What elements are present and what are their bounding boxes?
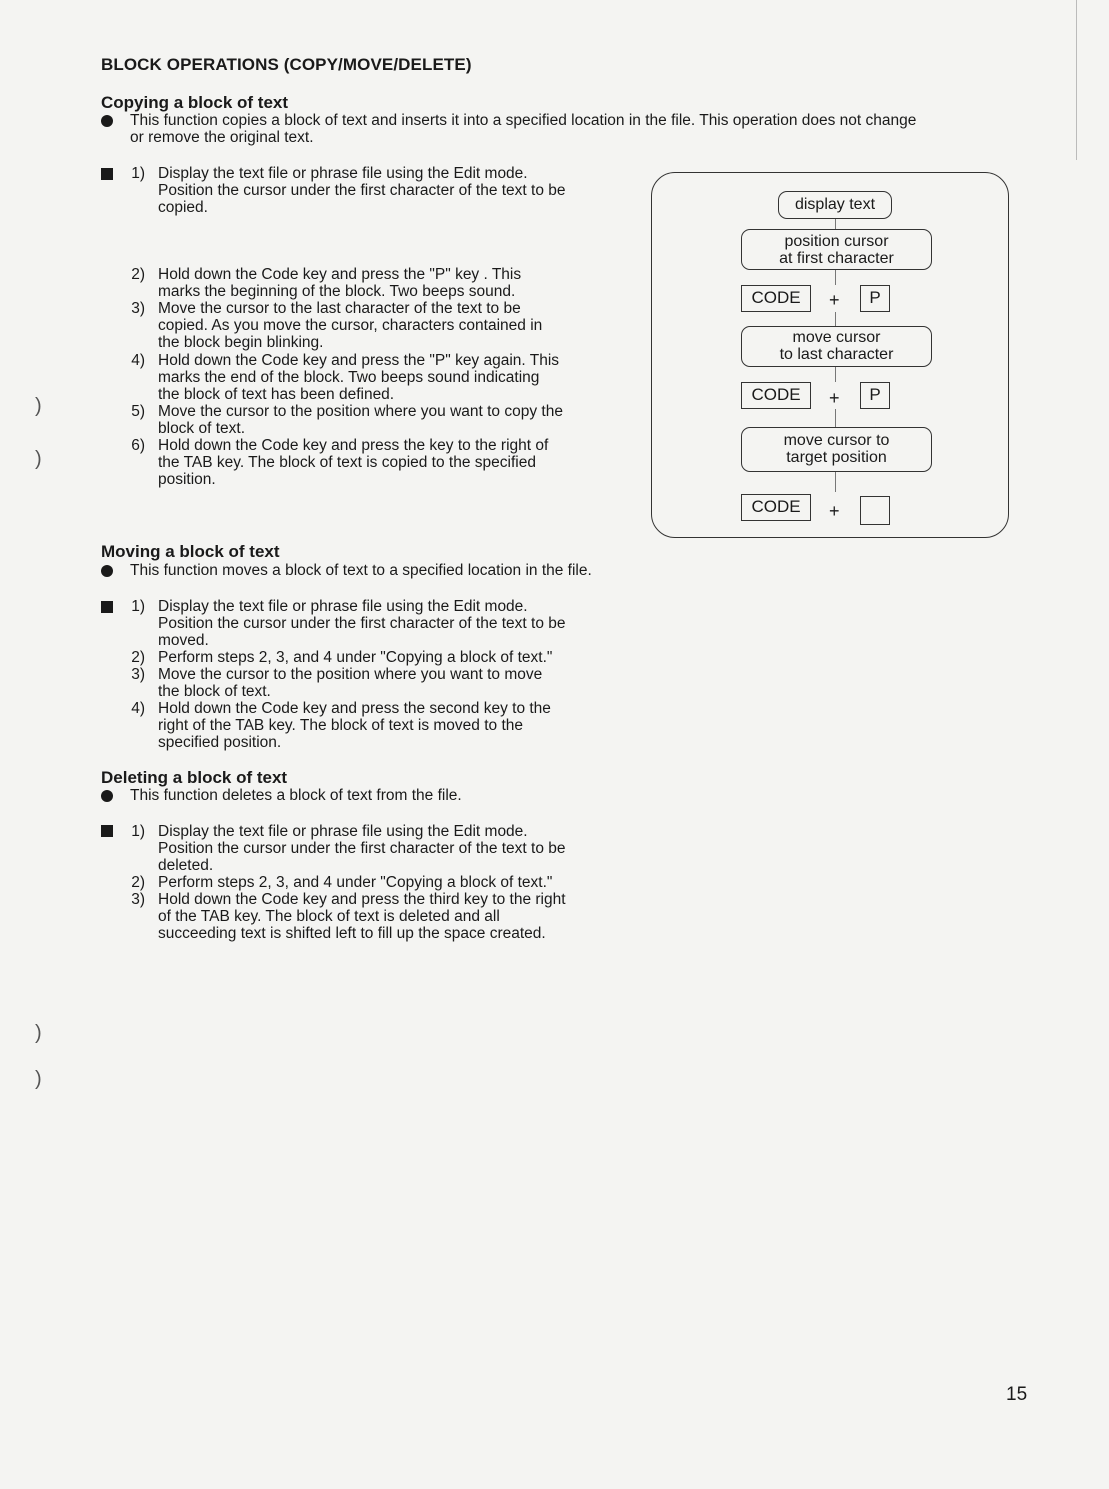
copy-bullet-line: or remove the original text. [130, 129, 314, 146]
page-edge-line [1076, 0, 1077, 160]
move-steps-marker [101, 601, 113, 613]
binding-mark: ) [35, 1068, 42, 1090]
position-cursor-box: position cursor at first character [741, 229, 932, 270]
code-key-3: CODE [741, 494, 811, 521]
move-target-box: move cursor to target position [741, 427, 932, 472]
binding-mark: ) [35, 395, 42, 417]
binding-mark: ) [35, 1022, 42, 1044]
plus-sign-2: + [829, 388, 840, 408]
page-title: BLOCK OPERATIONS (COPY/MOVE/DELETE) [101, 55, 472, 74]
manual-page: ) ) ) ) BLOCK OPERATIONS (COPY/MOVE/DELETE) Copying a block of text This function copies a block of text and inserts it into a specified location in the file. This operation does not change or remove the original text. 1) Display the text file or phrase file using the Edit mode. Position the cursor under the first character of the text to be copied. 2) Hold down the Code key and press the "P" key . This marks the beginning of the block. Two beeps sound. 3) Move the cursor to the last character of the text to be copied. As you move the cursor, characters contained in the block begin blinking. 4) Hold down the Code key and press the "P" key again. This marks the end of the block. Two beeps sound indicating the block of text has been defined. 5) Move the cursor to the position where you want to copy the block of text. 6) Hold down the Code key and press the key to the right of the TAB key. The block of text is copied to the specified position. display text position cursor at first character CODE + P move cursor to last character CODE + P move cursor to target position CODE + Moving a block of text This function moves a block of text to a specified location in the file. 1) Display the text file or phrase file using the Edit mode. Position the cursor under the first character of the text to be moved. 2) Perform steps 2, 3, and 4 under "Copying a block of text." 3) Move the cursor to the position where you want to move the block of text. 4) Hold down the Code key and press the second key to the right of the TAB key. The block of text is moved to the specified position. Deleting a block of text This function deletes a block of text from the file. 1) Display the text file or phrase file using the Edit mode. Position the cursor under the first character of the text to be deleted. 2) Perform steps 2, 3, and 4 under "Copying a block of text." 3) Hold down the Code key and press the third key to the right of the TAB key. The block of text is deleted and all succeeding text is shifted left to fill up the space created. 15 [0, 0, 1109, 1489]
flow-connector [835, 270, 836, 285]
p-key-1: P [860, 285, 890, 312]
delete-bullet-line: This function deletes a block of text from the file. [130, 787, 462, 804]
copy-flow-diagram [651, 172, 1009, 538]
page-number: 15 [1006, 1384, 1028, 1405]
code-key-2: CODE [741, 382, 811, 409]
display-text-box: display text [778, 191, 892, 219]
p-key-2: P [860, 382, 890, 409]
copy-heading: Copying a block of text [101, 93, 289, 112]
delete-heading: Deleting a block of text [101, 768, 288, 787]
binding-mark: ) [35, 448, 42, 470]
plus-sign-3: + [829, 501, 840, 521]
copy-steps-marker [101, 168, 113, 180]
flow-connector [835, 219, 836, 229]
flow-connector [835, 409, 836, 427]
bullet-dot [101, 565, 113, 577]
bullet-dot [101, 115, 113, 127]
flow-connector [835, 367, 836, 382]
flow-connector [835, 312, 836, 326]
move-cursor-box: move cursor to last character [741, 326, 932, 367]
move-heading: Moving a block of text [101, 542, 280, 561]
bullet-dot [101, 790, 113, 802]
blank-key [860, 496, 890, 525]
code-key-1: CODE [741, 285, 811, 312]
flow-connector [835, 472, 836, 492]
plus-sign-1: + [829, 290, 840, 310]
copy-bullet-line: This function copies a block of text and inserts it into a specified location in the file. This operation does not change [130, 112, 917, 129]
move-bullet-line: This function moves a block of text to a specified location in the file. [130, 562, 592, 579]
delete-steps-marker [101, 825, 113, 837]
